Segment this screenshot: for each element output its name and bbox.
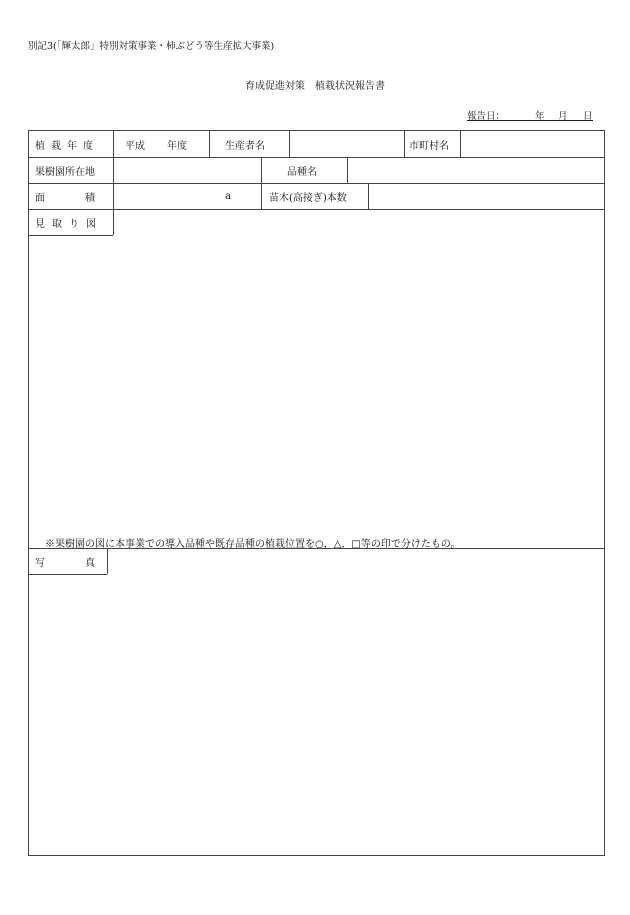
sketch-label: 見取り図	[35, 218, 103, 230]
seedling-count-label: 苗木(高接ぎ)本数	[269, 192, 347, 204]
municipality-label-cell	[409, 131, 459, 157]
row-divider	[29, 548, 604, 549]
photo-label-char-1: 写	[35, 557, 45, 569]
report-date-year-label: 年	[535, 111, 545, 122]
column-divider	[113, 183, 114, 209]
area-label-cell	[35, 183, 95, 209]
document-title: 育成促進対策 植栽状況報告書	[245, 81, 385, 92]
report-date-label: 報告日：	[467, 111, 506, 122]
seedling-count-label-cell	[269, 183, 368, 209]
report-date-underline	[467, 120, 593, 121]
column-divider	[261, 157, 262, 183]
report-date-month-label: 月	[558, 111, 568, 122]
sketch-drawing-area[interactable]	[29, 235, 604, 527]
column-divider	[113, 131, 114, 157]
municipality-field[interactable]	[462, 131, 603, 157]
photo-label-divider	[107, 548, 108, 574]
producer-label: 生産者名	[225, 140, 265, 152]
document-caption: 別記3(「輝太郎」特別対策事業・柿ぶどう等生産拡大事業)	[28, 41, 275, 52]
variety-label: 品種名	[287, 166, 317, 178]
era-label: 平成	[125, 140, 145, 152]
sketch-label-divider	[113, 209, 114, 235]
variety-field[interactable]	[349, 157, 603, 183]
column-divider	[113, 157, 114, 183]
planting-year-label: 植栽年度	[35, 140, 99, 152]
column-divider	[209, 131, 210, 157]
area-label-char-1: 面	[35, 192, 45, 204]
photo-area[interactable]	[29, 574, 604, 855]
photo-label-char-2: 真	[85, 557, 95, 569]
producer-field[interactable]	[291, 131, 403, 157]
producer-label-cell	[225, 131, 289, 157]
photo-label-cell	[35, 548, 95, 574]
municipality-label: 市町村名	[409, 140, 449, 152]
area-unit: a	[225, 190, 231, 202]
sketch-label-cell	[35, 209, 105, 235]
seedling-count-field[interactable]	[370, 183, 603, 209]
column-divider	[460, 131, 461, 157]
row-divider	[29, 209, 604, 210]
column-divider	[347, 157, 348, 183]
variety-label-cell	[287, 157, 347, 183]
sketch-note: ※果樹園の図に本事業での導入品種や既存品種の植栽位置を○，△，□等の印で分けたもの。	[45, 539, 461, 550]
planting-year-label-cell	[35, 131, 107, 157]
column-divider	[368, 183, 369, 209]
column-divider	[289, 131, 290, 157]
report-date-day-label: 日	[583, 111, 593, 122]
column-divider	[261, 183, 262, 209]
report-form	[28, 130, 605, 856]
year-suffix-label: 年度	[167, 140, 187, 152]
column-divider	[404, 131, 405, 157]
planting-year-field[interactable]	[125, 131, 209, 157]
orchard-location-label: 果樹園所在地	[35, 166, 95, 178]
orchard-location-field[interactable]	[115, 157, 260, 183]
area-label-char-2: 積	[85, 192, 95, 204]
area-field[interactable]	[115, 183, 260, 209]
orchard-location-label-cell	[35, 157, 113, 183]
